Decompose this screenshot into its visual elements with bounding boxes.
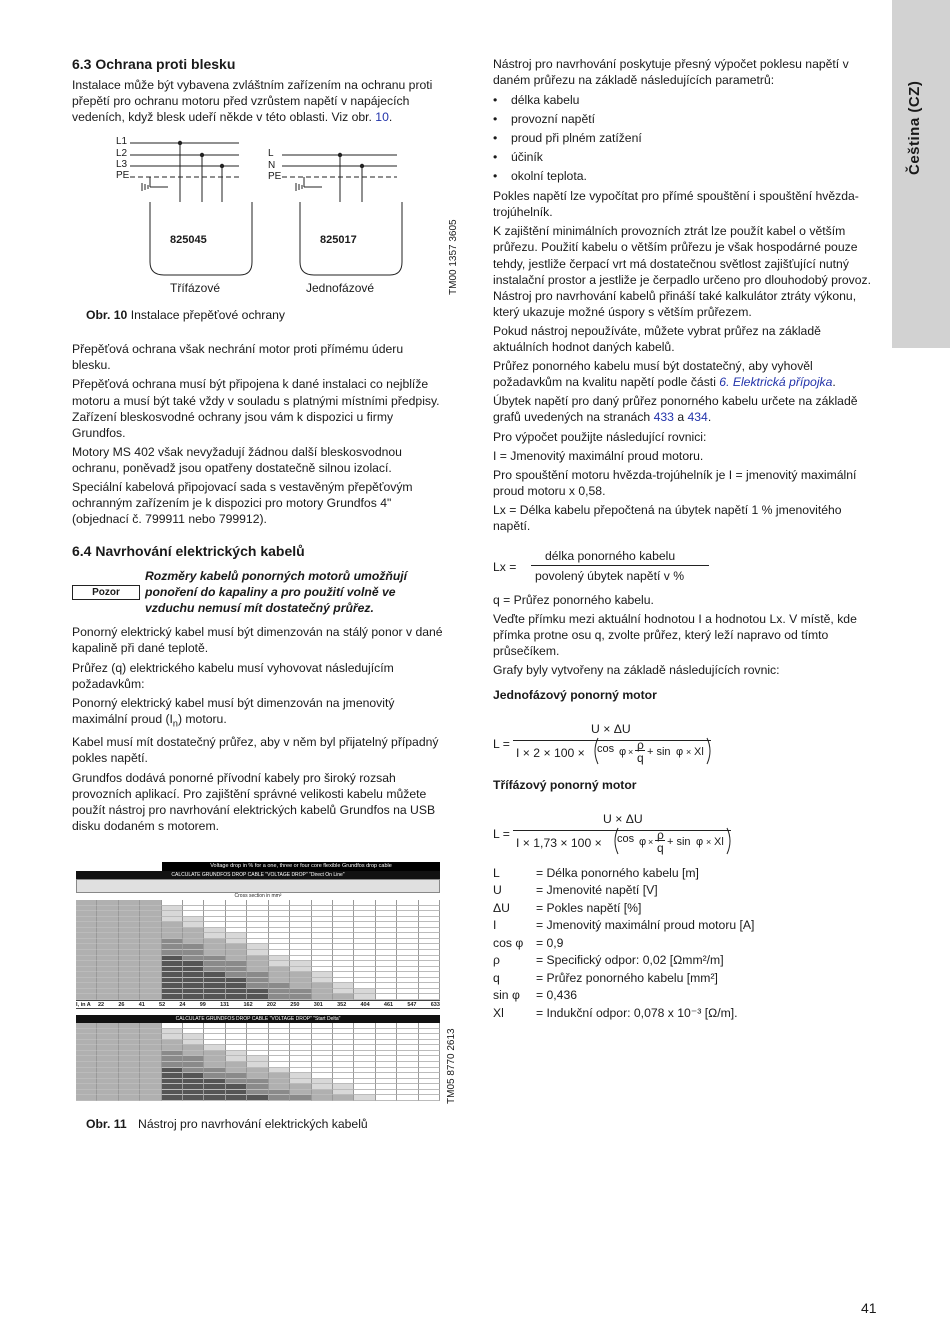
tool-cross-section: Cross section in mm²	[234, 893, 282, 899]
s63-paragraph: Motory MS 402 však nevyžadují žádnou další bleskosvodnou ochranu, poněvadž jsou opatřeny dostatečně silnou izolací.	[72, 444, 402, 475]
definition-row: sin φ = 0,436	[493, 988, 578, 1003]
grid-cell	[76, 1095, 97, 1101]
definition-row: cos φ = 0,9	[493, 935, 564, 950]
caution-text: Rozměry kabelů ponorných motorů umožňují ponoření do kapaliny a pro použití volně ve vzduchu nemusí mít dostatečný průřez.	[145, 569, 408, 616]
lx-formula: Lx = délka ponorného kabelu povolený úbytek napětí v %	[493, 546, 878, 584]
grid-cell	[97, 1095, 118, 1101]
grid-cell	[290, 994, 311, 1000]
line-label: N	[268, 159, 276, 171]
grid-cell	[333, 994, 354, 1000]
r-paragraph: q = Průřez ponorného kabelu.	[493, 593, 654, 608]
grid-cell	[162, 994, 183, 1000]
grid-cell	[333, 1095, 354, 1101]
current-value: 162	[243, 1002, 253, 1008]
current-value: 352	[337, 1002, 347, 1008]
list-item: • provozní napětí	[493, 110, 878, 129]
symbol-definitions	[493, 865, 878, 1023]
s64-paragraph: Ponorný elektrický kabel musí být dimenzován na jmenovitý maximální proud $(I_n)$ motoru.	[72, 695, 395, 729]
r-paragraph: Nástroj pro navrhování poskytuje přesný výpočet poklesu napětí v daném průřezu na základě následujících parametrů:	[493, 57, 849, 88]
current-value: 24	[179, 1002, 186, 1008]
list-item: • okolní teplota.	[493, 167, 878, 186]
r-paragraph: Grafy byly vytvořeny na základě následujících rovnic:	[493, 663, 780, 678]
definition-row: L = Délka ponorného kabelu [m]	[493, 865, 699, 880]
grid-cell	[119, 994, 140, 1000]
definition-row: Xl = Indukční odpor: 0,078 x 10⁻³ [Ω/m].	[493, 1005, 738, 1020]
grid-cell	[226, 1095, 247, 1101]
grid-cell	[97, 994, 118, 1000]
tool-input-row	[76, 879, 440, 893]
s64-paragraph: Ponorný elektrický kabel musí být dimenzován na stálý ponor v dané kapalině při dané teplotě.	[72, 625, 443, 656]
grid-cell	[204, 994, 225, 1000]
grid-cell	[204, 1095, 225, 1101]
s63-paragraph: Speciální kabelová připojovací sada s vestavěným přepěťovým ochranným zařízením je k dispozici pro motory Grundfos 4" (objednací č. 799911 nebo 799912).	[72, 480, 413, 527]
section-6-3-heading: 6.3 Ochrana proti blesku	[72, 56, 236, 72]
r-paragraph: Průřez ponorného kabelu musí být dostatečný, aby vyhověl požadavkům na kvalitu napětí podle části 6. Elektrická přípojka.	[493, 359, 836, 390]
current-value: 22	[98, 1002, 105, 1008]
definition-row: q = Průřez ponorného kabelu [mm²]	[493, 970, 718, 985]
fig10-tm-code: TM00 1357 3605	[448, 219, 459, 296]
current-value: 547	[407, 1002, 417, 1008]
definition-row: ΔU = Pokles napětí [%]	[493, 900, 642, 915]
parameter-list	[493, 91, 878, 186]
current-value: 131	[220, 1002, 230, 1008]
current-value: 301	[313, 1002, 323, 1008]
current-value: 52	[159, 1002, 166, 1008]
page-433-link[interactable]: 433	[653, 410, 674, 425]
grid-cell	[397, 1095, 418, 1101]
line-label: PE	[116, 170, 130, 182]
s63-paragraph: Přepěťová ochrana však nechrání motor proti přímému úderu blesku.	[72, 342, 404, 373]
section-6-link[interactable]: 6. Elektrická přípojka	[719, 375, 833, 390]
protector-model-right: 825017	[320, 234, 357, 247]
r-paragraph: Pro spouštění motoru hvězda-trojúhelník je I = jmenovitý maximální proud motoru x 0,58.	[493, 467, 857, 498]
bracket-right-icon	[706, 737, 714, 765]
grid-cell	[269, 994, 290, 1000]
r-paragraph: Veďte přímku mezi aktuální hodnotou I a hodnotou Lx. V místě, kde přímka protne osu q, zvolte průřez, který leží napravo od tímto průsečíkem.	[493, 612, 857, 659]
grid-cell	[162, 1095, 183, 1101]
grid-cell	[354, 1095, 375, 1101]
page-number: 41	[861, 1300, 877, 1316]
grid-cell	[140, 994, 161, 1000]
s63-paragraph: Přepěťová ochrana musí být připojena k dané instalaci co nejblíže motoru a musí být také vždy v souladu s platnými místními předpisy. Zařízení bleskosvodné ochrany jsou vám k dispozici u firmy Grundfos.	[72, 377, 440, 440]
current-value: 250	[290, 1002, 300, 1008]
voltage-drop-grid-dol	[76, 900, 440, 1000]
fig10-caption: Obr. 10 Instalace přepěťové ochrany	[86, 308, 286, 323]
three-phase-heading: Třífázový ponorný motor	[493, 777, 637, 792]
single-phase-formula: L = U × ΔU I × 2 × 100 × cos φ × ρ q + sin φ × Xl	[493, 717, 878, 763]
grid-cell	[247, 1095, 268, 1101]
protector-model-left: 825045	[170, 234, 207, 247]
grid-cell	[290, 1095, 311, 1101]
caution-note	[72, 568, 444, 616]
section-6-3-intro: Instalace může být vybavena zvláštním zařízením na ochranu proti přepětí pro ochranu motoru před vzrůstem napětí v napájecích vedeních, když blesk udeří někde v této oblasti. Viz obr. 10.	[72, 78, 433, 125]
grid-cell	[312, 994, 333, 1000]
s64-paragraph: Průřez (q) elektrického kabelu musí vyhovovat následujícím požadavkům:	[72, 660, 394, 691]
definition-row: U = Jmenovité napětí [V]	[493, 883, 658, 898]
list-item: • účiník	[493, 148, 878, 167]
three-phase-label: Třífázové	[170, 281, 221, 296]
grid-cell	[312, 1095, 333, 1101]
fig11-caption: Obr. 11 Nástroj pro navrhování elektrických kabelů	[86, 1117, 368, 1131]
grid-cell	[119, 1095, 140, 1101]
tool-section-sd: CALCULATE GRUNDFOS DROP CABLE "VOLTAGE DROP" "Start Delta"	[76, 1015, 440, 1023]
current-value: 404	[360, 1002, 370, 1008]
current-value: 461	[383, 1002, 394, 1008]
s64-paragraph: Kabel musí mít dostatečný průřez, aby v něm byl přijatelný případný pokles napětí.	[72, 735, 439, 766]
definition-row: ρ = Specifický odpor: 0,02 [Ωmm²/m]	[493, 953, 724, 968]
grid-cell	[247, 994, 268, 1000]
line-label: L3	[116, 158, 128, 170]
figure-10	[72, 135, 459, 331]
single-phase-label: Jednofázové	[306, 281, 375, 296]
page-434-link[interactable]: 434	[687, 410, 708, 425]
right-line-labels	[268, 148, 281, 182]
fig10-link[interactable]: 10	[375, 110, 389, 125]
grid-cell	[376, 1095, 397, 1101]
grid-cell	[183, 994, 204, 1000]
grid-cell	[76, 994, 97, 1000]
language-side-tab	[892, 0, 950, 348]
fig11-tm-code: TM05 8770 2613	[446, 1028, 457, 1104]
r-paragraph: K zajištění minimálních provozních ztrát lze použít kabel o větším průřezu. Použití kabelu o větším průřezu je však hospodárné pouze tehdy, jestliže čerpací vrt má dostatečnou světlost zajišťující nutný instalační prostor a jestliže je čerpadlo určeno pro dlouhodobý provoz. Nástroj pro navrhování kabelů přináší také kalkulátor ztráty výkonu, který ukazuje možné úspory s větším průřezem.	[493, 224, 872, 319]
list-item: • délka kabelu	[493, 91, 878, 110]
section-6-4-heading: 6.4 Navrhování elektrických kabelů	[72, 543, 305, 560]
grid-cell	[376, 994, 397, 1000]
grid-cell	[140, 1095, 161, 1101]
r-paragraph: I = Jmenovitý maximální proud motoru.	[493, 448, 704, 463]
current-value: 633	[430, 1002, 440, 1008]
current-value: 41	[138, 1002, 145, 1008]
line-label: L2	[116, 147, 128, 159]
tool-current-row	[76, 1000, 440, 1009]
s64-paragraph: Grundfos dodává ponorné přívodní kabely pro široký rozsah provozních aplikací. Pro zajištění správné velikosti kabelu můžete použít nástroj pro navrhování elektrických kabelů Grundfos na USB disku dodaném s motorem.	[72, 770, 436, 833]
grid-cell	[269, 1095, 290, 1101]
r-paragraph: Pokud nástroj nepoužíváte, můžete vybrat průřez na základě aktuálních hodnot daných kabelů.	[493, 323, 821, 355]
single-phase-heading: Jednofázový ponorný motor	[493, 687, 657, 702]
r-paragraph: Lx = Délka kabelu přepočtená na úbytek napětí 1 % jmenovitého napětí.	[493, 502, 842, 533]
line-label: L	[268, 148, 274, 160]
current-value: 99	[199, 1002, 206, 1008]
tool-title: Voltage drop in % for a one, three or four core flexible Grundfos drop cable	[162, 862, 440, 871]
grid-cell	[419, 994, 440, 1000]
right-column	[493, 56, 878, 1022]
voltage-drop-grid-sd	[76, 1023, 440, 1101]
line-label: L1	[116, 136, 128, 148]
current-value: 202	[266, 1002, 277, 1008]
r-paragraph: Pro výpočet použijte následující rovnici:	[493, 429, 707, 444]
current-row-label: I, in A	[76, 1002, 91, 1008]
language-label: Čeština (CZ)	[906, 80, 923, 175]
r-paragraph: Pokles napětí lze vypočítat pro přímé spouštění i spouštění hvězda-trojúhelník.	[493, 189, 859, 220]
r-paragraph: Úbytek napětí pro daný průřez ponorného kabelu určete na základě grafů uvedených na stranách 433 a 434.	[493, 394, 858, 425]
grid-cell	[226, 994, 247, 1000]
grid-cell	[397, 994, 418, 1000]
tool-section-dol: CALCULATE GRUNDFOS DROP CABLE "VOLTAGE DROP" "Direct On Line"	[76, 871, 440, 879]
caution-label: Pozor	[72, 585, 140, 600]
grid-cell	[419, 1095, 440, 1101]
bracket-right-icon	[726, 827, 734, 855]
list-item: • proud při plném zatížení	[493, 129, 878, 148]
left-line-labels	[116, 136, 129, 181]
left-column	[72, 56, 459, 837]
line-label: PE	[268, 170, 282, 182]
grid-cell	[354, 994, 375, 1000]
definition-row: I = Jmenovitý maximální proud motoru [A]	[493, 918, 755, 933]
figure-11	[76, 862, 440, 1094]
grid-cell	[183, 1095, 204, 1101]
current-value: 26	[118, 1002, 125, 1008]
three-phase-formula: L = U × ΔU I × 1,73 × 100 × cos φ × ρ q + sin φ × Xl	[493, 807, 878, 853]
